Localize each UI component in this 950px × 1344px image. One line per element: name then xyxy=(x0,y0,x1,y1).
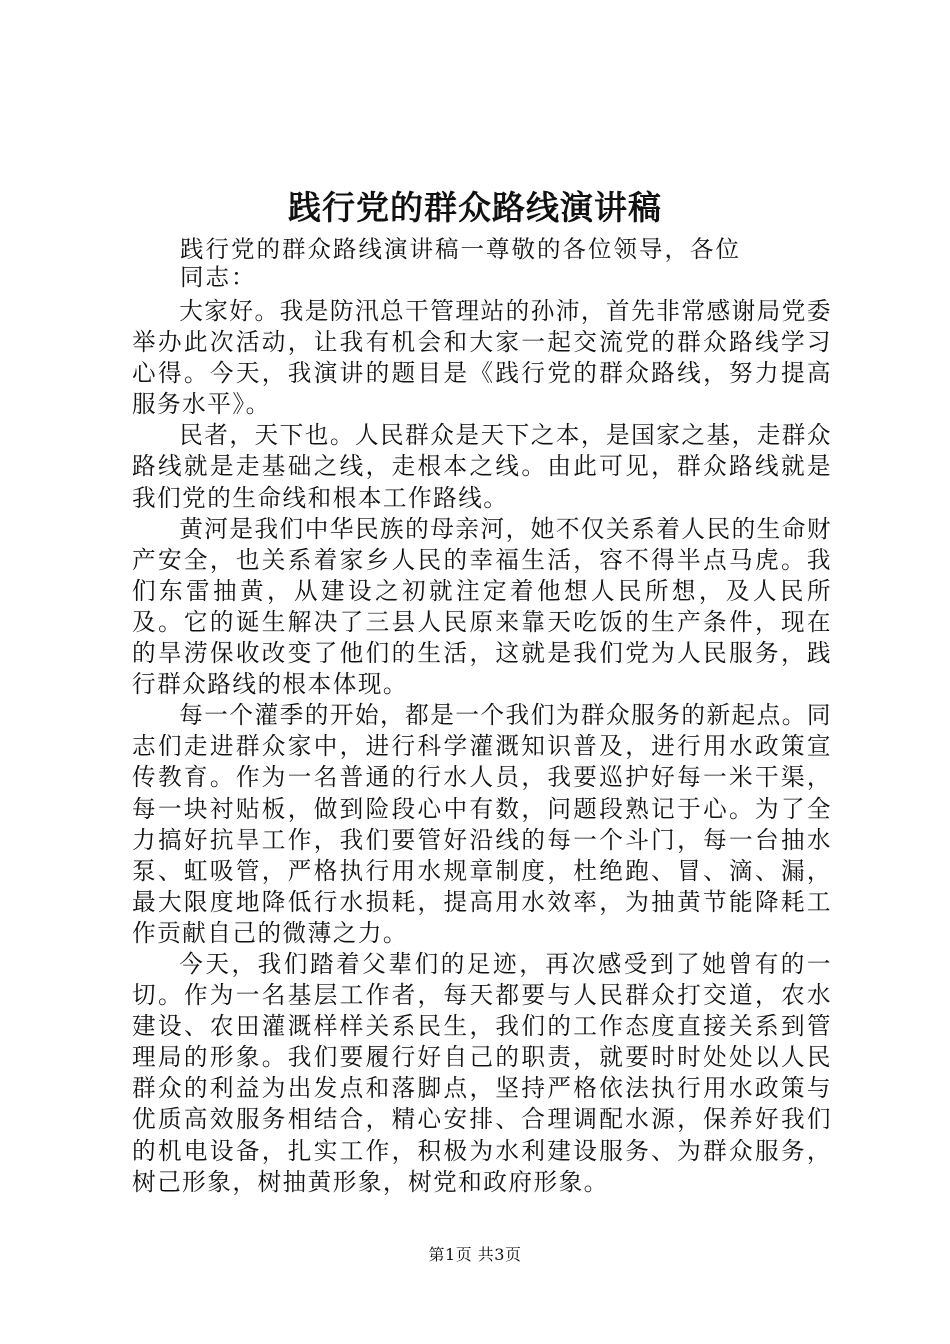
document-title: 践行党的群众路线演讲稿 xyxy=(288,188,662,227)
paragraph-2: 民者，天下也。人民群众是天下之本，是国家之基，走群众路线就是走基础之线，走根本之线。由此可见，群众路线就是我们党的生命线和根本工作路线。 xyxy=(132,421,832,512)
document-intro xyxy=(180,235,780,291)
paragraph-5: 今天，我们踏着父辈们的足迹，再次感受到了她曾有的一切。作为一名基层工作者，每天都要与人民群众打交道，农水建设、农田灌溉样样关系民生，我们的工作态度直接关系到管理局的形象。我们要履行好自己的职责，就要时时处处以人民群众的利益为出发点和落脚点，坚持严格依法执行用水政策与优质高效服务相结合，精心安排、合理调配水源，保养好我们的机电设备，扎实工作，积极为水利建设服务、为群众服务，树己形象，树抽黄形象，树党和政府形象。 xyxy=(132,949,832,1196)
document-body xyxy=(132,296,832,1198)
paragraph-1: 大家好。我是防汛总干管理站的孙沛，首先非常感谢局党委举办此次活动，让我有机会和大家一起交流党的群众路线学习心得。今天，我演讲的题目是《践行党的群众路线，努力提高服务水平》。 xyxy=(132,297,832,419)
intro-line-1: 践行党的群众路线演讲稿一尊敬的各位领导，各位 xyxy=(180,235,741,263)
paragraph-3: 黄河是我们中华民族的母亲河，她不仅关系着人民的生命财产安全，也关系着家乡人民的幸福生活，容不得半点马虎。我们东雷抽黄，从建设之初就注定着他想人民所想，及人民所及。它的诞生解决了三县人民原来靠天吃饭的生产条件，现在的旱涝保收改变了他们的生活，这就是我们党为人民服务，践行群众路线的根本体现。 xyxy=(132,514,832,699)
intro-line-2: 同志： xyxy=(180,263,257,291)
paragraph-4: 每一个灌季的开始，都是一个我们为群众服务的新起点。同志们走进群众家中，进行科学灌溉知识普及，进行用水政策宣传教育。作为一名普通的行水人员，我要巡护好每一米干渠，每一块衬贴板，做到险段心中有数，问题段熟记于心。为了全力搞好抗旱工作，我们要管好沿线的每一个斗门，每一台抽水泵、虹吸管，严格执行用水规章制度，杜绝跑、冒、滴、漏，最大限度地降低行水损耗，提高用水效率，为抽黄节能降耗工作贡献自己的微薄之力。 xyxy=(132,701,832,947)
page-footer: 第1页 共3页 xyxy=(428,1245,522,1264)
